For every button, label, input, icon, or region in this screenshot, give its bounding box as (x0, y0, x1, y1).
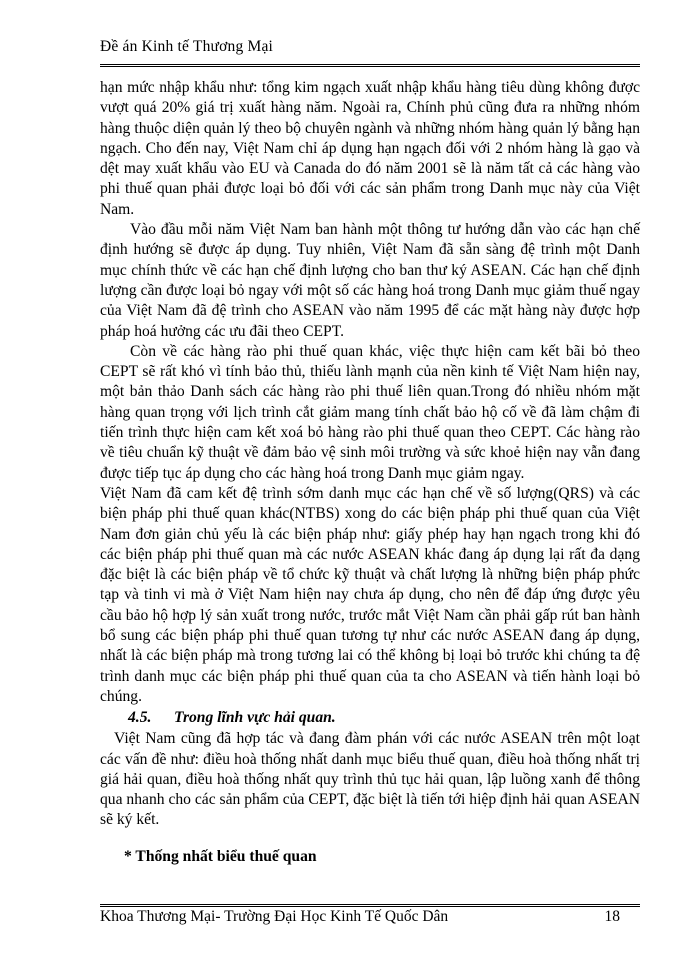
footer-text: Khoa Thương Mại- Trường Đại Học Kinh Tế Quốc Dân (100, 908, 449, 925)
section-number: 4.5. (128, 709, 152, 727)
paragraph-3: Còn về các hàng rào phi thuế quan khác, việc thực hiện cam kết bãi bỏ theo CEPT sẽ rất khó vì tính bảo thủ, thiếu lành mạnh của nền kinh tế Việt Nam hiện nay, một bản thảo Danh sách các hàng rào phi thuế liên quan.Trong đó nhiều nhóm mặt hàng quan trọng với lịch trình cắt giảm mang tính chất bảo hộ cố về đã làm chậm đi tiến trình thực hiện cam kết xoá bỏ hàng rào phi thuế quan theo CEPT. Các hàng rào về tiêu chuẩn kỹ thuật về đảm bảo vệ sinh môi trường và sức khoẻ hiện nay vẫn đang được tiếp tục áp dụng cho các hàng hoá trong Danh mục giảm ngay. (100, 342, 640, 482)
section-paragraph: Việt Nam cũng đã hợp tác và đang đàm phán với các nước ASEAN trên một loạt các vấn đề như: điều hoà thống nhất danh mục biểu thuế quan, điều hoà thống nhất trị giá hải quan, điều hoà thống nhất quy trình thủ tục hải quan, lập luồng xanh để thông qua nhanh cho các sản phẩm của CEPT, đặc biệt là tiến tới hiệp định hải quan ASEAN sẽ ký kết. (100, 730, 640, 829)
page-number: 18 (604, 908, 620, 925)
page-footer (100, 908, 620, 926)
section-heading (100, 707, 640, 729)
paragraph-1: hạn mức nhập khẩu như: tổng kim ngạch xuất nhập khẩu hàng tiêu dùng không được vượt quá 20% giá trị xuất hàng năm. Ngoài ra, Chính phủ cũng đưa ra những nhóm hàng thuộc diện quản lý theo bộ chuyên ngành và những nhóm hàng quản lý bằng hạn ngạch. Cho đến nay, Việt Nam chỉ áp dụng hạn ngạch đối với 2 nhóm hàng là gạo và dệt may xuất khẩu vào EU và Canada do đó năm 2001 sẽ là năm tất cả các hàng vào phi thuế quan phải được loại bỏ đối với các sản phẩm trong Danh mục này của Việt Nam. (100, 79, 640, 218)
document-body (100, 78, 640, 867)
section-title: Trong lĩnh vực hải quan. (174, 709, 336, 727)
footer-divider (100, 904, 640, 907)
paragraph-4: Việt Nam đã cam kết đệ trình sớm danh mục các hạn chế về số lượng(QRS) và các biện pháp phi thuế quan khác(NTBS) xong do các biện pháp phi thuế quan của Việt Nam đơn giản chủ yếu là các biện pháp như: giấy phép hay hạn ngạch trong khi đó các biện pháp phi thuế quan mà các nước ASEAN khác đang áp dụng lại rất đa dạng đặc biệt là các biện pháp về tổ chức kỹ thuật và chất lượng là những biện pháp phức tạp và tinh vi mà ở Việt Nam hiện nay chưa áp dụng, cho nên để đáp ứng được yêu cầu bảo hộ hợp lý sản xuất trong nước, trước mắt Việt Nam cần phải gấp rút ban hành bổ sung các biện pháp phi thuế quan tương tự như các nước ASEAN đang áp dụng, nhất là các biện pháp mà trong tương lai có thể không bị loại bỏ trước khi chúng ta đệ trình danh mục các biện pháp phi thuế quan của ta cho ASEAN và tiến hành loại bỏ chúng. (100, 484, 640, 705)
subheading: * Thống nhất biểu thuế quan (124, 847, 317, 865)
paragraph-2: Vào đầu mỗi năm Việt Nam ban hành một thông tư hướng dẫn vào các hạn chế định hướng sẽ được áp dụng. Tuy nhiên, Việt Nam đã sẵn sàng đệ trình một Danh mục chính thức về các hạn chế định lượng cho ban thư ký ASEAN. Các hạn chế định lượng cần được loại bỏ ngay với một số các hàng hoá trong Danh mục giảm thuế ngay của Việt Nam đã đệ trình cho ASEAN vào năm 1995 để các mặt hàng này được hợp pháp hoá hưởng các ưu đãi theo CEPT. (100, 221, 640, 340)
page-header: Đề án Kinh tế Thương Mại (100, 38, 274, 55)
header-divider (100, 64, 640, 67)
